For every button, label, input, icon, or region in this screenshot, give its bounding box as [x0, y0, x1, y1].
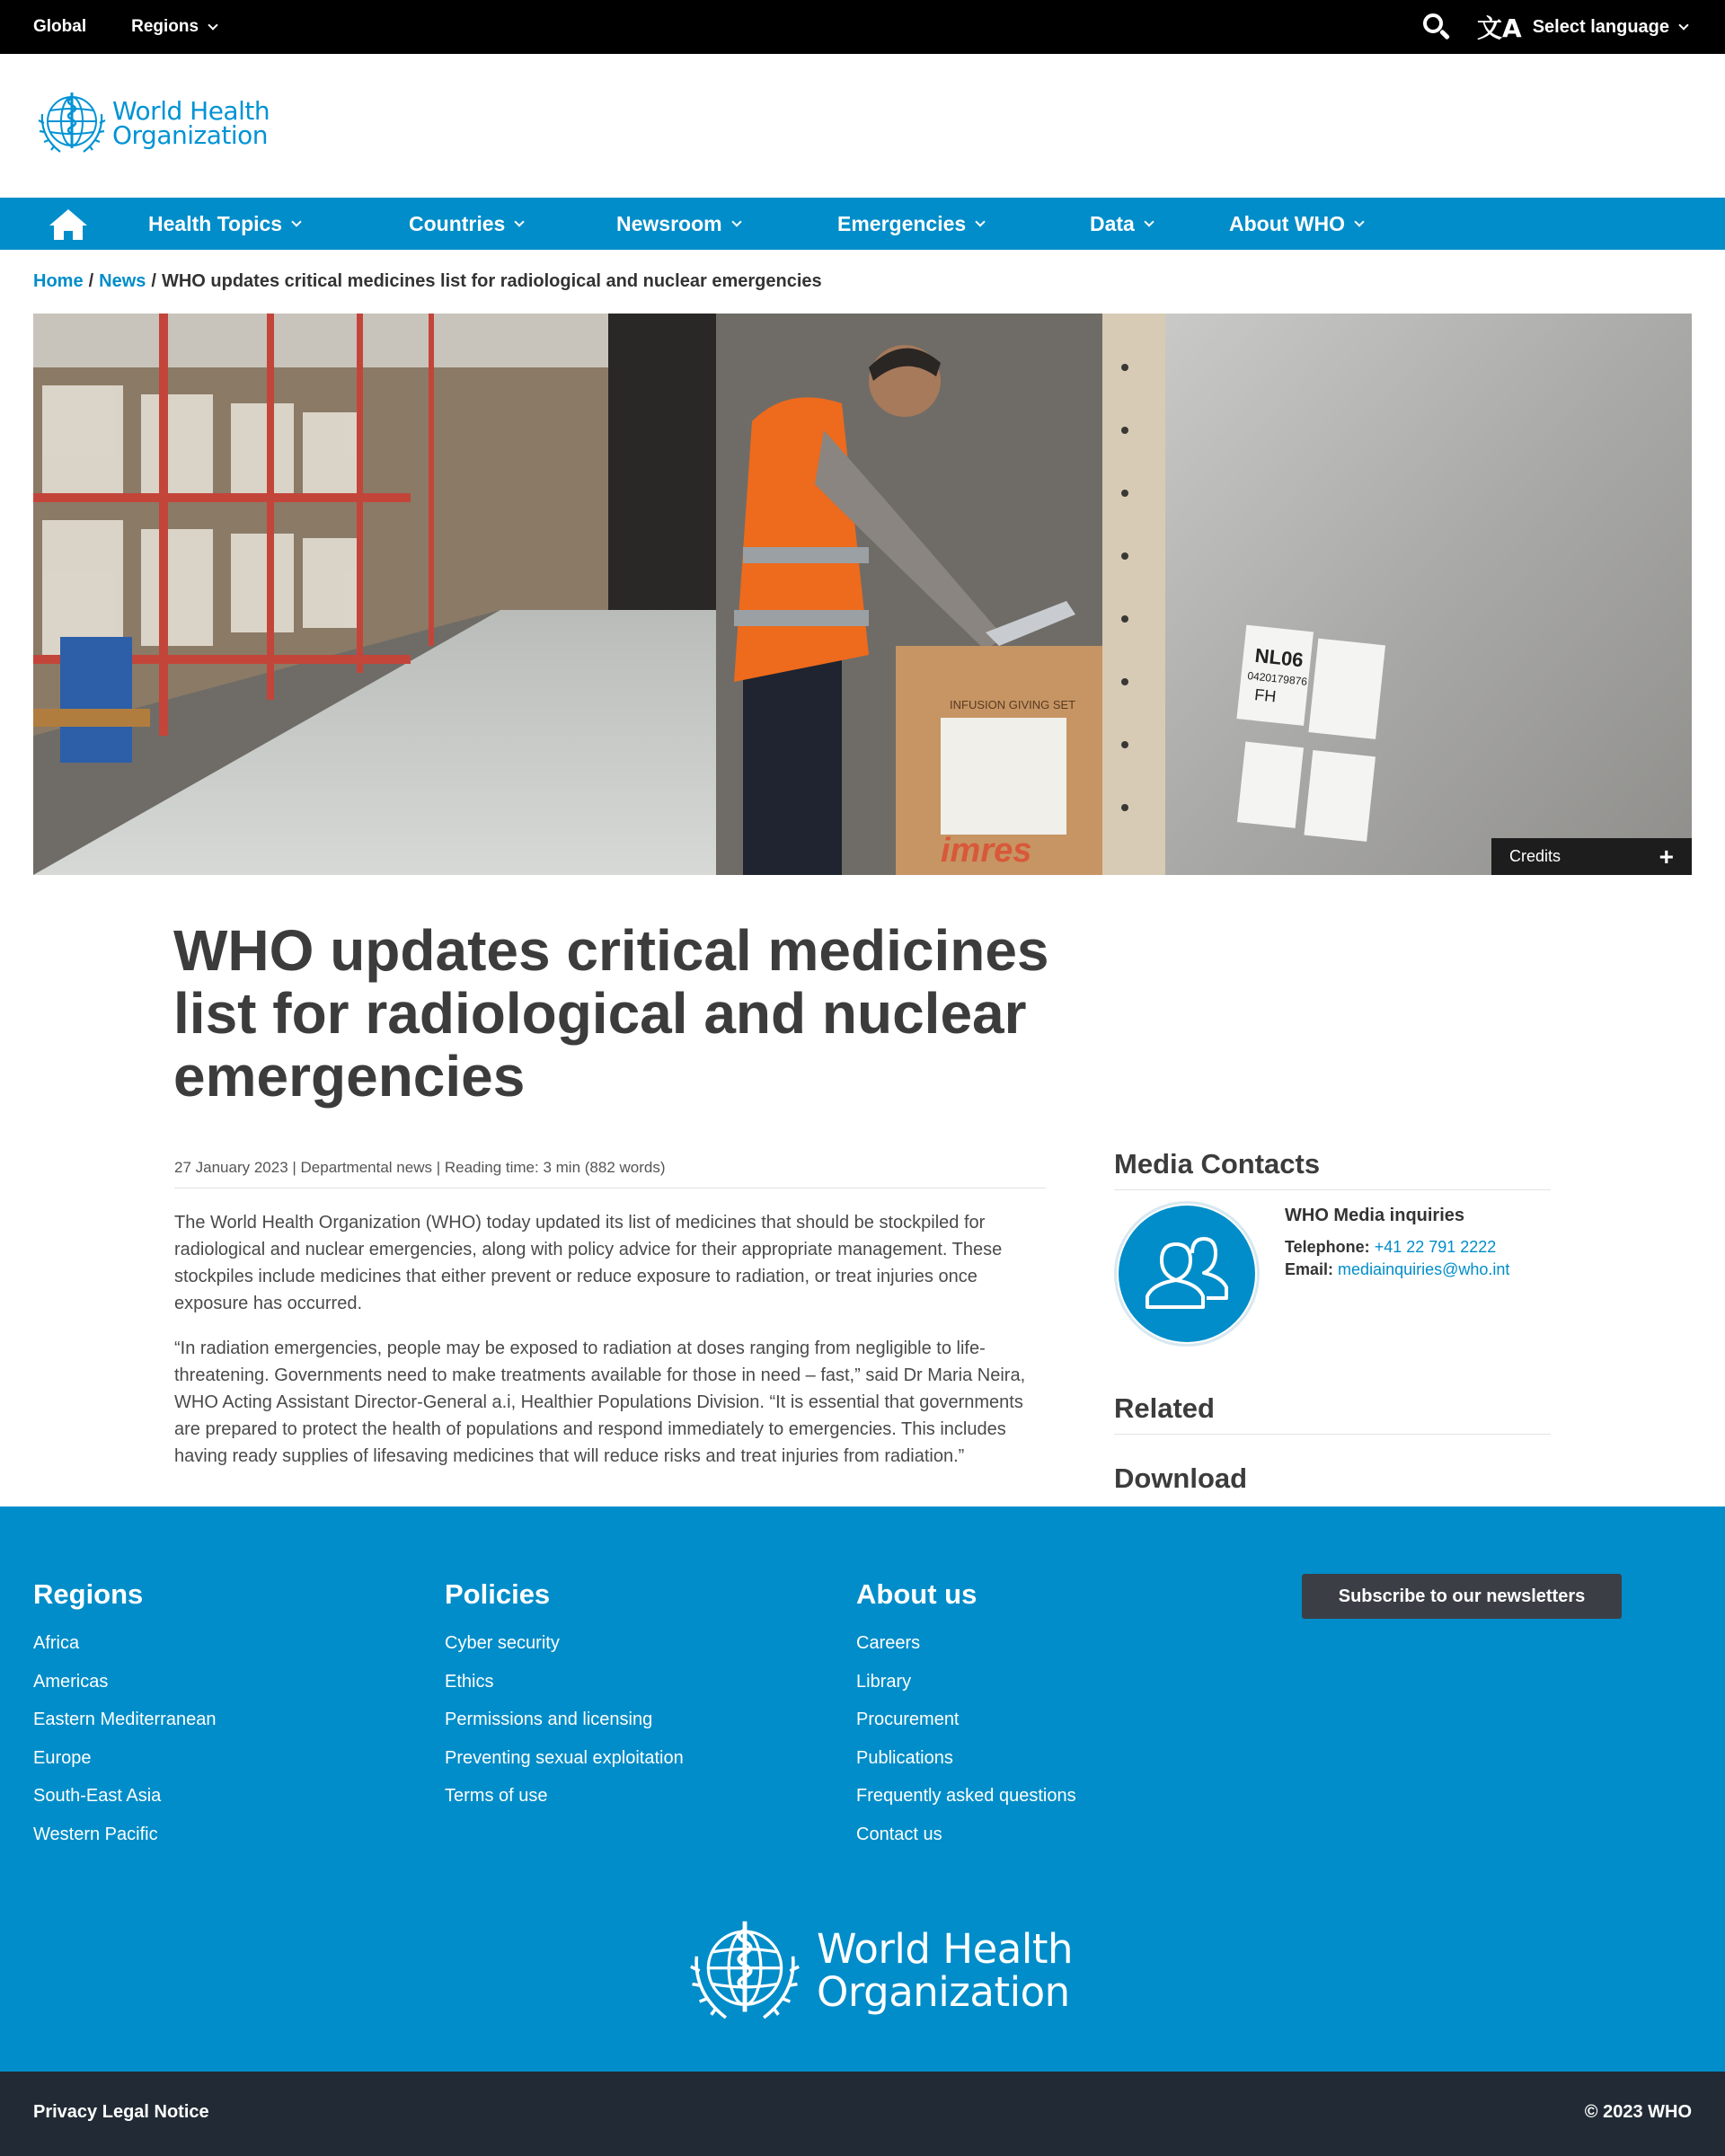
footer-regions: [33, 1578, 216, 1862]
hero-box-text: INFUSION GIVING SET: [950, 698, 1076, 711]
breadcrumb: [33, 271, 822, 292]
footer-link[interactable]: South-East Asia: [33, 1786, 162, 1807]
nav-data[interactable]: [1090, 198, 1153, 250]
footer-link[interactable]: Africa: [33, 1633, 80, 1653]
breadcrumb-news[interactable]: News: [99, 271, 146, 291]
footer-link[interactable]: Americas: [33, 1671, 109, 1692]
privacy-legal-notice-link[interactable]: Privacy Legal Notice: [33, 2102, 209, 2122]
article-paragraph: “In radiation emergencies, people may be exposed to radiation at doses ranging from negligible to life-threatening. Governments need to make treatments available for those in need – fast,” said Dr Maria Neira, WHO Acting Assistant Director-General a.i, Healthier Populations Division. “It is essential that governments are prepared to protect the health of populations and respond immediately to emergencies. This includes having ready supplies of lifesaving medicines that will reduce risks and treat injuries from radiation.”: [174, 1339, 1026, 1466]
footer-link[interactable]: Library: [856, 1671, 912, 1692]
nav-newsroom-label: Newsroom: [616, 211, 722, 235]
nav-about-who-label: About WHO: [1229, 211, 1346, 235]
logo-line-1: World Health: [112, 96, 270, 126]
footer: [0, 1507, 1725, 2072]
credits-toggle[interactable]: [1491, 838, 1692, 875]
warehouse-photo: [33, 314, 1692, 875]
nav-about-who[interactable]: [1229, 198, 1363, 250]
nav-emergencies[interactable]: [837, 198, 984, 250]
related-heading: Related: [1114, 1392, 1551, 1435]
hero-label-suffix: FH: [1253, 685, 1278, 706]
search-icon[interactable]: [1421, 12, 1452, 42]
who-emblem-icon: [678, 1913, 811, 2029]
footer-about-heading: About us: [856, 1578, 978, 1610]
nav-health-topics[interactable]: [148, 198, 300, 250]
download-section: [1114, 1462, 1551, 1495]
who-emblem-icon: [33, 87, 111, 159]
footer-logo-line-2: Organization: [817, 1968, 1070, 2016]
footer-link[interactable]: Permissions and licensing: [445, 1710, 653, 1730]
nav-health-topics-label: Health Topics: [148, 211, 283, 235]
footer-link[interactable]: Frequently asked questions: [856, 1786, 1076, 1807]
chevron-down-icon: [208, 20, 217, 30]
email-label: Email:: [1285, 1260, 1334, 1278]
footer-link[interactable]: Europe: [33, 1747, 92, 1768]
footer-link[interactable]: Careers: [856, 1633, 921, 1653]
copyright: © 2023 WHO: [1584, 2102, 1692, 2122]
translate-icon: 文A: [1477, 13, 1522, 43]
hero-label-number: 0420179876: [1246, 669, 1308, 688]
footer-who-logo[interactable]: [678, 1913, 1073, 2029]
footer-link[interactable]: Contact us: [856, 1824, 942, 1844]
select-language-label: Select language: [1532, 16, 1669, 37]
top-bar: [0, 0, 1725, 54]
nav-countries-label: Countries: [409, 211, 506, 235]
credits-label: Credits: [1509, 847, 1561, 865]
chevron-down-icon: [731, 216, 741, 226]
footer-link[interactable]: Eastern Mediterranean: [33, 1710, 217, 1730]
contact-name: WHO Media inquiries: [1285, 1206, 1465, 1225]
subscribe-newsletters-button[interactable]: Subscribe to our newsletters: [1302, 1574, 1622, 1619]
article-meta: 27 January 2023 | Departmental news | Reading time: 3 min (882 words): [174, 1159, 1046, 1188]
regions-dropdown-label: Regions: [131, 17, 199, 36]
logo-line-2: Organization: [112, 120, 269, 150]
chevron-down-icon: [1678, 20, 1688, 30]
footer-link[interactable]: Ethics: [445, 1671, 494, 1692]
hero-label-code: NL06: [1253, 643, 1305, 672]
bottom-bar: [0, 2072, 1725, 2156]
select-language-dropdown[interactable]: [1533, 17, 1687, 38]
chevron-down-icon: [1354, 216, 1364, 226]
footer-regions-heading: Regions: [33, 1578, 144, 1610]
email-link[interactable]: mediainquiries@who.int: [1338, 1260, 1510, 1278]
footer-about: [856, 1578, 1076, 1862]
nav-data-label: Data: [1090, 211, 1135, 235]
hero-box-brand: imres: [941, 832, 1032, 870]
article-paragraph: The World Health Organization (WHO) today updated its list of medicines that should be stockpiled for radiological and nuclear emergencies, along with policy advice for their appropriate management. These stockpiles include medicines that either prevent or reduce exposure to radiation, or treat injuries once exposure has occurred.: [174, 1213, 1003, 1313]
nav-countries[interactable]: [409, 198, 523, 250]
people-icon: [1140, 1233, 1234, 1314]
footer-link[interactable]: Preventing sexual exploitation: [445, 1747, 684, 1768]
breadcrumb-current: WHO updates critical medicines list for radiological and nuclear emergencies: [161, 271, 822, 291]
breadcrumb-separator: /: [88, 271, 94, 291]
plus-icon: +: [1659, 842, 1674, 870]
footer-policies-heading: Policies: [445, 1578, 551, 1610]
home-icon[interactable]: [47, 208, 90, 242]
chevron-down-icon: [1144, 216, 1154, 226]
footer-link[interactable]: Western Pacific: [33, 1824, 158, 1844]
global-link[interactable]: Global: [33, 17, 87, 36]
footer-link[interactable]: Publications: [856, 1747, 953, 1768]
breadcrumb-home[interactable]: Home: [33, 271, 84, 291]
chevron-down-icon: [515, 216, 525, 226]
main-nav: [0, 198, 1725, 250]
footer-link[interactable]: Terms of use: [445, 1786, 548, 1807]
footer-link[interactable]: Procurement: [856, 1710, 960, 1730]
nav-emergencies-label: Emergencies: [837, 211, 967, 235]
contact-telephone: [1285, 1238, 1496, 1257]
footer-link[interactable]: Cyber security: [445, 1633, 560, 1653]
footer-policies: [445, 1578, 684, 1824]
chevron-down-icon: [976, 216, 986, 226]
download-heading: Download: [1114, 1462, 1248, 1494]
telephone-label: Telephone:: [1285, 1238, 1370, 1256]
hero-image: [33, 314, 1692, 875]
nav-newsroom[interactable]: [616, 198, 740, 250]
footer-logo-line-1: World Health: [817, 1925, 1074, 1973]
breadcrumb-separator: /: [151, 271, 156, 291]
article-title: WHO updates critical medicines list for radiological and nuclear emergencies: [173, 918, 1049, 1109]
media-contacts-heading: Media Contacts: [1114, 1148, 1551, 1190]
regions-dropdown[interactable]: [131, 17, 217, 37]
chevron-down-icon: [291, 216, 301, 226]
contact-avatar: [1114, 1201, 1260, 1347]
telephone-link[interactable]: +41 22 791 2222: [1374, 1238, 1497, 1256]
contact-email: [1285, 1260, 1509, 1279]
who-logo[interactable]: [33, 87, 270, 159]
